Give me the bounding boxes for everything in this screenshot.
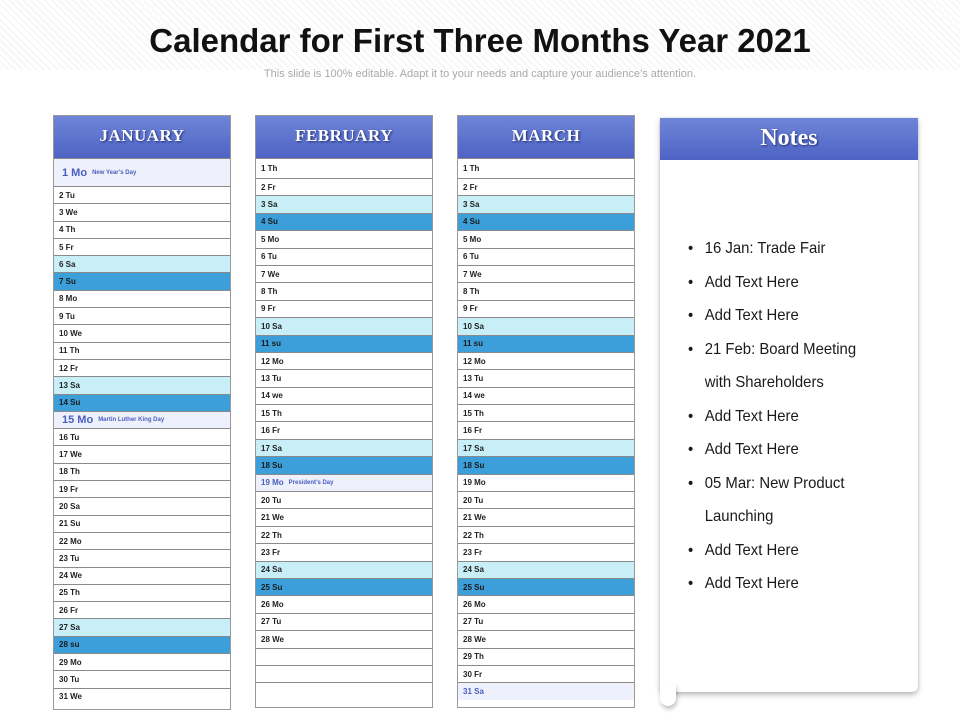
day-cell: [458, 421, 634, 438]
day-label: 7 We: [261, 269, 280, 279]
day-label: 23 Tu: [59, 553, 80, 563]
calendar-january: [53, 115, 231, 710]
day-label: 12 Mo: [463, 356, 486, 366]
note-item: • 05 Mar: New Product: [688, 467, 894, 501]
day-label: 14 Su: [59, 398, 81, 408]
note-item: • Add Text Here: [688, 266, 894, 300]
day-label: 5 Fr: [59, 242, 74, 252]
day-label: 18 Su: [261, 460, 283, 470]
day-label: 8 Th: [463, 287, 480, 297]
day-label: 17 Sa: [261, 443, 282, 453]
day-label: 16 Tu: [59, 432, 80, 442]
day-cell: [256, 648, 432, 665]
day-cell: [256, 561, 432, 578]
day-label: 29 Mo: [59, 657, 82, 667]
day-cell: [458, 369, 634, 386]
day-cell: [54, 238, 230, 255]
holiday-name: New Year’s Day: [92, 169, 137, 176]
day-cell: [54, 272, 230, 289]
day-label: 19 Mo: [261, 478, 284, 488]
day-cell: [256, 300, 432, 317]
day-cell: [458, 578, 634, 595]
day-cell: [54, 158, 230, 186]
day-cell: [256, 456, 432, 473]
day-label: 28 su: [59, 640, 80, 650]
day-cell: [256, 630, 432, 647]
day-label: 19 Mo: [463, 478, 486, 488]
day-label: 26 Mo: [463, 600, 486, 610]
day-cell: [256, 526, 432, 543]
day-label: 9 Fr: [463, 304, 478, 314]
day-cell: [54, 515, 230, 532]
day-cell: [256, 508, 432, 525]
day-cell: [256, 682, 432, 699]
day-cell: [256, 421, 432, 438]
day-label: 3 Sa: [261, 200, 278, 210]
day-label: 1 Th: [261, 164, 278, 173]
day-label: 3 Sa: [463, 200, 480, 210]
day-label: 22 Th: [261, 530, 282, 540]
day-cell: [458, 178, 634, 195]
notes-panel: [660, 118, 918, 692]
day-label: 7 We: [463, 269, 482, 279]
day-cell: [54, 411, 230, 428]
day-cell: [256, 335, 432, 352]
day-label: 4 Su: [463, 217, 480, 227]
day-label: 31 Sa: [463, 687, 484, 697]
day-label: 9 Fr: [261, 304, 276, 314]
day-cell: [458, 352, 634, 369]
day-label: 15 Th: [463, 408, 484, 418]
day-label: 16 Fr: [261, 426, 281, 436]
day-label: 30 Tu: [59, 674, 80, 684]
day-cell: [458, 300, 634, 317]
day-cell: [54, 636, 230, 653]
day-cell: [458, 439, 634, 456]
day-cell: [54, 307, 230, 324]
page-title: Calendar for First Three Months Year 2021: [149, 22, 811, 59]
day-cell: [458, 317, 634, 334]
day-label: 19 Fr: [59, 484, 79, 494]
day-label: 15 Th: [261, 408, 282, 418]
day-cell: [256, 317, 432, 334]
day-cell: [458, 595, 634, 612]
day-cell: [256, 158, 432, 178]
day-cell: [256, 248, 432, 265]
day-cell: [54, 221, 230, 238]
note-item: • Add Text Here: [688, 534, 894, 568]
month-header-january: JANUARY: [54, 116, 230, 158]
day-cell: [458, 526, 634, 543]
day-label: 4 Su: [261, 217, 278, 227]
day-cell: [256, 665, 432, 682]
day-label: 20 Tu: [261, 495, 282, 505]
day-label: 10 Sa: [463, 321, 484, 331]
day-cell: [458, 474, 634, 491]
notes-scroll-curl: [660, 684, 676, 706]
day-cell: [54, 376, 230, 393]
day-label: 6 Sa: [59, 259, 76, 269]
day-cell: [256, 265, 432, 282]
day-label: 21 Su: [59, 519, 81, 529]
day-cell: [54, 290, 230, 307]
day-cell: [54, 670, 230, 687]
day-cell: [458, 648, 634, 665]
day-cell: [54, 584, 230, 601]
day-cell: [256, 369, 432, 386]
day-cell: [256, 439, 432, 456]
day-label: 22 Th: [463, 530, 484, 540]
day-cell: [54, 480, 230, 497]
day-cell: [458, 230, 634, 247]
day-cell: [54, 428, 230, 445]
day-label: 11 su: [261, 339, 282, 349]
day-cell: [256, 595, 432, 612]
day-cell: [256, 352, 432, 369]
notes-title: Notes: [660, 118, 918, 160]
day-cell: [54, 463, 230, 480]
day-cell: [256, 578, 432, 595]
day-label: 27 Tu: [463, 617, 484, 627]
note-item: • Add Text Here: [688, 567, 894, 601]
day-cell: [256, 613, 432, 630]
day-label: 2 Fr: [463, 182, 478, 192]
note-item: • Add Text Here: [688, 433, 894, 467]
day-label: 24 We: [59, 571, 82, 581]
note-item: • Add Text Here: [688, 400, 894, 434]
holiday-name: Martin Luther King Day: [98, 417, 165, 423]
note-item: • 16 Jan: Trade Fair: [688, 232, 894, 266]
day-label: 30 Fr: [463, 669, 483, 679]
day-label: 31 We: [59, 692, 82, 702]
month-header-march: MARCH: [458, 116, 634, 158]
day-cell: [54, 324, 230, 341]
day-label: 26 Mo: [261, 600, 284, 610]
day-label: 17 Sa: [463, 443, 484, 453]
day-cell: [458, 213, 634, 230]
day-label: 1 Mo: [62, 166, 88, 179]
day-label: 25 Su: [463, 582, 485, 592]
day-label: 23 Fr: [261, 547, 281, 557]
day-cell: [458, 456, 634, 473]
day-label: 12 Mo: [261, 356, 284, 366]
calendar-march: [457, 115, 635, 708]
day-label: 16 Fr: [463, 426, 483, 436]
day-label: 23 Fr: [463, 547, 483, 557]
day-cell: [458, 630, 634, 647]
day-label: 27 Tu: [261, 617, 282, 627]
day-cell: [458, 561, 634, 578]
day-cell: [54, 186, 230, 203]
calendar-february: [255, 115, 433, 708]
day-label: 24 Sa: [463, 565, 484, 575]
day-label: 4 Th: [59, 225, 76, 235]
day-label: 22 Mo: [59, 536, 82, 546]
holiday-name: President’s Day: [288, 479, 334, 486]
day-label: 11 Th: [59, 346, 80, 356]
day-label: 18 Th: [59, 467, 80, 477]
day-cell: [458, 682, 634, 699]
day-cell: [458, 158, 634, 178]
day-cell: [256, 491, 432, 508]
day-label: 2 Fr: [261, 182, 276, 192]
day-label: 25 Th: [59, 588, 80, 598]
day-cell: [458, 335, 634, 352]
day-cell: [458, 491, 634, 508]
day-cell: [256, 230, 432, 247]
day-cell: [256, 178, 432, 195]
day-label: 15 Mo: [62, 414, 94, 426]
day-label: 18 Su: [463, 460, 485, 470]
day-cell: [458, 195, 634, 212]
day-cell: [458, 613, 634, 630]
day-cell: [54, 255, 230, 272]
day-label: 29 Th: [463, 652, 484, 662]
day-cell: [54, 359, 230, 376]
day-cell: [54, 532, 230, 549]
day-cell: [458, 665, 634, 682]
day-cell: [54, 688, 230, 705]
day-cell: [256, 387, 432, 404]
day-cell: [256, 195, 432, 212]
day-label: 1 Th: [463, 164, 480, 173]
day-cell: [256, 543, 432, 560]
day-label: 2 Tu: [59, 190, 75, 200]
note-item: • 21 Feb: Board Meeting: [688, 333, 894, 367]
day-label: 11 su: [463, 339, 484, 349]
day-label: 6 Tu: [261, 252, 277, 262]
day-label: 21 We: [261, 513, 284, 523]
day-label: 10 We: [59, 329, 82, 339]
note-item: • Add Text Here: [688, 299, 894, 333]
day-cell: [256, 213, 432, 230]
day-label: 9 Tu: [59, 311, 75, 321]
day-cell: [54, 618, 230, 635]
day-cell: [256, 282, 432, 299]
day-cell: [54, 394, 230, 411]
day-label: 10 Sa: [261, 321, 282, 331]
day-label: 7 Su: [59, 277, 76, 287]
day-cell: [458, 543, 634, 560]
day-label: 26 Fr: [59, 605, 79, 615]
note-item: Launching: [704, 508, 774, 525]
day-cell: [458, 404, 634, 421]
day-label: 13 Tu: [261, 373, 282, 383]
day-label: 6 Tu: [463, 252, 479, 262]
note-item: with Shareholders: [704, 374, 824, 391]
day-cell: [458, 248, 634, 265]
day-cell: [54, 653, 230, 670]
day-cell: [458, 508, 634, 525]
day-label: 28 We: [463, 634, 486, 644]
day-label: 20 Sa: [59, 501, 80, 511]
day-label: 13 Sa: [59, 380, 80, 390]
day-cell: [54, 203, 230, 220]
day-cell: [458, 282, 634, 299]
day-label: 28 We: [261, 634, 284, 644]
day-label: 12 Fr: [59, 363, 79, 373]
day-label: 17 We: [59, 450, 82, 460]
day-label: 14 we: [463, 391, 485, 401]
month-header-february: FEBRUARY: [256, 116, 432, 158]
day-cell: [54, 567, 230, 584]
day-label: 5 Mo: [463, 234, 482, 244]
day-label: 21 We: [463, 513, 486, 523]
day-cell: [54, 497, 230, 514]
day-label: 13 Tu: [463, 373, 484, 383]
page-subtitle: This slide is 100% editable. Adapt it to your needs and capture your audience’s attention.: [263, 68, 697, 80]
day-label: 3 We: [59, 207, 78, 217]
day-cell: [54, 445, 230, 462]
day-label: 5 Mo: [261, 234, 280, 244]
day-label: 27 Sa: [59, 623, 80, 633]
day-label: 24 Sa: [261, 565, 282, 575]
day-cell: [54, 601, 230, 618]
day-label: 8 Mo: [59, 294, 78, 304]
notes-list: [688, 232, 910, 601]
day-cell: [54, 342, 230, 359]
day-label: 25 Su: [261, 582, 283, 592]
day-cell: [256, 404, 432, 421]
day-label: 20 Tu: [463, 495, 484, 505]
day-label: 8 Th: [261, 287, 278, 297]
day-label: 14 we: [261, 391, 283, 401]
day-cell: [458, 387, 634, 404]
day-cell: [458, 265, 634, 282]
day-cell: [256, 474, 432, 491]
day-cell: [54, 549, 230, 566]
